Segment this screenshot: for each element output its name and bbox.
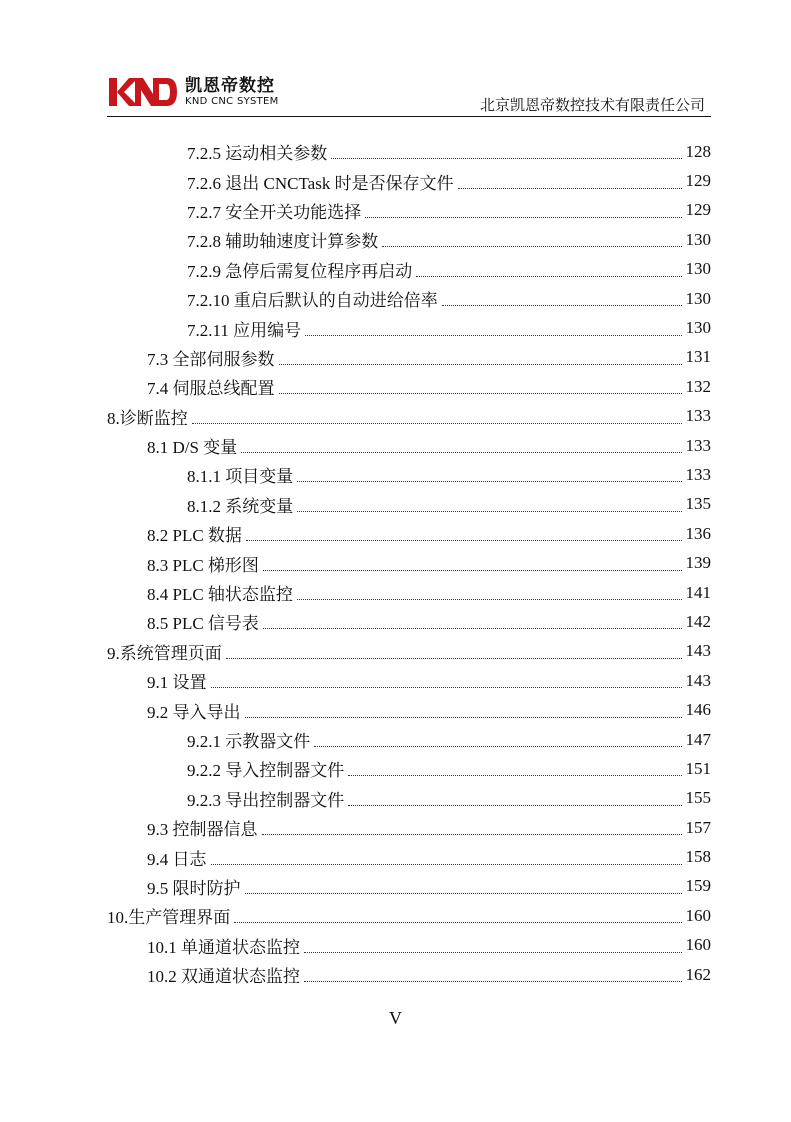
toc-leader-dots	[416, 276, 681, 277]
toc-entry-page: 146	[685, 700, 711, 720]
toc-leader-dots	[263, 628, 682, 629]
toc-entry-title: 7.2.9 急停后需复位程序再启动	[187, 261, 413, 281]
toc-leader-dots	[314, 746, 681, 747]
toc-entry[interactable]	[107, 842, 711, 871]
toc-entry-title: 9.2.3 导出控制器文件	[187, 790, 345, 810]
toc-entry[interactable]	[107, 637, 711, 666]
toc-leader-dots	[245, 717, 682, 718]
toc-entry[interactable]	[107, 225, 711, 254]
toc-leader-dots	[458, 188, 682, 189]
toc-entry-page: 141	[685, 582, 711, 602]
toc-entry[interactable]	[107, 813, 711, 842]
toc-entry-page: 133	[685, 464, 711, 484]
logo-chinese-name: 凯恩帝数控	[185, 76, 275, 96]
toc-entry[interactable]	[107, 695, 711, 724]
toc-entry-page: 136	[685, 523, 711, 543]
toc-entry[interactable]	[107, 284, 711, 313]
toc-entry-title: 7.2.7 安全开关功能选择	[187, 202, 362, 222]
toc-entry[interactable]	[107, 431, 711, 460]
company-name: 北京凯恩帝数控技术有限责任公司	[479, 96, 705, 114]
toc-leader-dots	[304, 952, 682, 953]
toc-entry-title: 8.4 PLC 轴状态监控	[147, 585, 293, 605]
toc-entry-page: 147	[685, 729, 711, 749]
toc-entry[interactable]	[107, 490, 711, 519]
toc-entry[interactable]	[107, 137, 711, 166]
toc-leader-dots	[365, 217, 681, 218]
toc-entry[interactable]	[107, 931, 711, 960]
toc-entry-title: 7.2.11 应用编号	[187, 320, 302, 340]
toc-leader-dots	[279, 393, 682, 394]
header-divider	[107, 116, 711, 117]
toc-leader-dots	[246, 540, 682, 541]
toc-leader-dots	[245, 893, 682, 894]
toc-entry[interactable]	[107, 255, 711, 284]
toc-entry-page: 157	[685, 817, 711, 837]
toc-entry-title: 8.5 PLC 信号表	[147, 614, 259, 634]
toc-entry[interactable]	[107, 343, 711, 372]
toc-entry[interactable]	[107, 725, 711, 754]
toc-entry-page: 133	[685, 406, 711, 426]
toc-entry-page: 130	[685, 259, 711, 279]
toc-entry[interactable]	[107, 960, 711, 989]
toc-entry-page: 129	[685, 200, 711, 220]
toc-entry-title: 9.系统管理页面	[107, 643, 222, 663]
toc-entry-title: 9.1 设置	[147, 673, 207, 693]
toc-leader-dots	[297, 481, 681, 482]
toc-entry-title: 8.1.1 项目变量	[187, 467, 294, 487]
toc-entry-page: 128	[685, 141, 711, 161]
toc-entry-title: 10.2 双通道状态监控	[147, 967, 300, 987]
toc-entry-page: 133	[685, 435, 711, 455]
toc-leader-dots	[442, 305, 682, 306]
toc-entry-page: 143	[685, 670, 711, 690]
toc-entry-title: 9.2 导入导出	[147, 702, 241, 722]
toc-leader-dots	[192, 423, 682, 424]
toc-entry-title: 7.2.5 运动相关参数	[187, 144, 328, 164]
toc-leader-dots	[382, 246, 681, 247]
toc-leader-dots	[331, 158, 681, 159]
toc-entry[interactable]	[107, 548, 711, 577]
toc-leader-dots	[234, 922, 681, 923]
table-of-contents	[107, 137, 711, 989]
logo-english-name: KND CNC SYSTEM	[185, 96, 279, 107]
toc-leader-dots	[305, 335, 681, 336]
toc-entry[interactable]	[107, 901, 711, 930]
toc-leader-dots	[348, 805, 681, 806]
toc-entry-page: 160	[685, 905, 711, 925]
toc-entry-page: 129	[685, 171, 711, 191]
toc-leader-dots	[226, 658, 682, 659]
toc-leader-dots	[241, 452, 681, 453]
toc-leader-dots	[304, 981, 682, 982]
toc-entry-title: 8.1.2 系统变量	[187, 496, 294, 516]
toc-entry-page: 143	[685, 641, 711, 661]
toc-entry-title: 9.4 日志	[147, 849, 207, 869]
toc-leader-dots	[263, 570, 682, 571]
toc-entry[interactable]	[107, 460, 711, 489]
toc-entry-page: 159	[685, 876, 711, 896]
toc-leader-dots	[262, 834, 682, 835]
company-logo	[107, 74, 279, 110]
toc-entry-page: 158	[685, 847, 711, 867]
toc-entry[interactable]	[107, 313, 711, 342]
toc-entry-page: 131	[685, 347, 711, 367]
toc-entry-page: 132	[685, 376, 711, 396]
toc-entry-title: 10.生产管理界面	[107, 908, 231, 928]
page-number: V	[389, 1008, 402, 1028]
toc-entry[interactable]	[107, 666, 711, 695]
toc-entry-page: 151	[685, 758, 711, 778]
toc-entry[interactable]	[107, 166, 711, 195]
toc-entry-title: 7.2.6 退出 CNCTask 时是否保存文件	[187, 173, 454, 193]
toc-entry-page: 130	[685, 288, 711, 308]
toc-leader-dots	[211, 864, 682, 865]
knd-logo-mark-icon	[107, 74, 179, 110]
toc-entry[interactable]	[107, 372, 711, 401]
toc-entry[interactable]	[107, 784, 711, 813]
toc-entry-page: 155	[685, 788, 711, 808]
toc-entry[interactable]	[107, 196, 711, 225]
toc-entry-title: 7.4 伺服总线配置	[147, 379, 275, 399]
toc-entry[interactable]	[107, 607, 711, 636]
toc-entry[interactable]	[107, 519, 711, 548]
toc-leader-dots	[297, 511, 681, 512]
toc-entry-title: 10.1 单通道状态监控	[147, 937, 300, 957]
toc-entry[interactable]	[107, 402, 711, 431]
page-header	[107, 74, 711, 118]
toc-entry-title: 8.3 PLC 梯形图	[147, 555, 259, 575]
toc-entry-title: 8.1 D/S 变量	[147, 438, 238, 458]
toc-entry-page: 139	[685, 553, 711, 573]
toc-entry-title: 7.3 全部伺服参数	[147, 349, 275, 369]
toc-leader-dots	[279, 364, 682, 365]
toc-entry-page: 162	[685, 964, 711, 984]
toc-entry-title: 9.2.1 示教器文件	[187, 732, 311, 751]
toc-leader-dots	[348, 775, 681, 776]
toc-entry-title: 7.2.10 重启后默认的自动进给倍率	[187, 291, 438, 311]
toc-entry-title: 9.3 控制器信息	[147, 820, 258, 840]
toc-entry-page: 135	[685, 494, 711, 514]
toc-entry[interactable]	[107, 578, 711, 607]
toc-entry-title: 9.2.2 导入控制器文件	[187, 761, 345, 781]
toc-entry-page: 130	[685, 318, 711, 338]
toc-entry-page: 142	[685, 611, 711, 631]
toc-entry-title: 9.5 限时防护	[147, 878, 241, 898]
toc-leader-dots	[297, 599, 682, 600]
toc-entry[interactable]	[107, 754, 711, 783]
toc-entry-title: 8.2 PLC 数据	[147, 526, 242, 546]
toc-entry[interactable]	[107, 872, 711, 901]
toc-entry-page: 160	[685, 935, 711, 955]
toc-entry-title: 7.2.8 辅助轴速度计算参数	[187, 232, 379, 252]
toc-entry-title: 8.诊断监控	[107, 408, 188, 428]
toc-entry-page: 130	[685, 229, 711, 249]
toc-leader-dots	[211, 687, 682, 688]
